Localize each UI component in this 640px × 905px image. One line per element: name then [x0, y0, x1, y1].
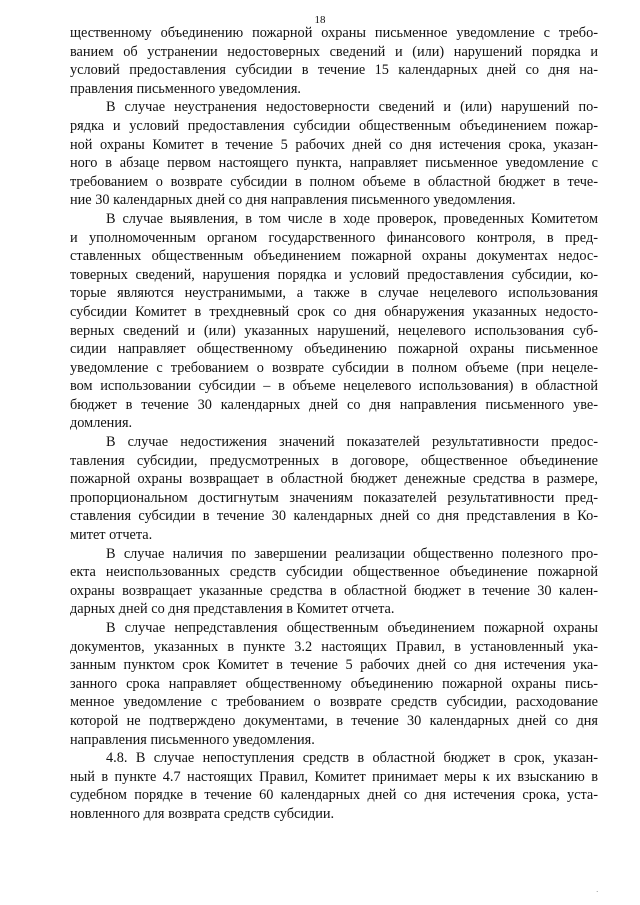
text-line: сидии направляет общественному объединению пожарной охраны письменное: [70, 341, 598, 358]
text-line: субсидии Комитет в трехдневный срок со дня обнаружения указанных недосто-: [70, 303, 598, 320]
text-line: требованием о возврате субсидии в полном объеме в областной бюджет в тече-: [70, 173, 598, 190]
paragraph: [70, 98, 598, 210]
paragraph: [70, 24, 598, 98]
paragraph: [70, 749, 598, 823]
text-line: пропорциональном достигнутым значениям показателей результативности пред-: [70, 489, 598, 506]
text-line: пожарной охраны возвращает в областной бюджет денежные средства в размере,: [70, 471, 598, 488]
text-line: ванием об устранении недостоверных сведений и (или) нарушений порядка и: [70, 43, 598, 60]
text-line: торые являются неустранимыми, а также в случае нецелевого использования: [70, 285, 598, 302]
paragraph: [70, 619, 598, 749]
text-line: рядка и условий предоставления субсидии общественным объединением пожар-: [70, 117, 598, 134]
text-line: тавления субсидии, предусмотренных в договоре, общественное объединение: [70, 452, 598, 469]
text-line: занного срока направляет общественному объединению пожарной охраны пись-: [70, 675, 598, 692]
text-line: менное уведомление с требованием о возврате средств субсидии, расходование: [70, 694, 598, 711]
text-line: охраны возвращает указанные средства в областной бюджет в течение 30 кален-: [70, 582, 598, 599]
text-line: дарных дней со дня представления в Комитет отчета.: [70, 601, 395, 618]
text-line: В случае недостижения значений показателей результативности предос-: [106, 434, 598, 451]
text-line: В случае непредставления общественным объединением пожарной охраны: [106, 620, 598, 636]
text-line: новленного для возврата средств субсидии.: [70, 805, 335, 822]
text-line: В случае наличия по завершении реализации общественно полезного про-: [106, 545, 598, 562]
text-line: судебном порядке в течение 60 календарных дней со дня истечения срока, уста-: [70, 787, 598, 804]
text-line: домления.: [70, 415, 133, 432]
text-line: вом использовании субсидии – в объеме нецелевого использования) в областной: [70, 378, 598, 395]
text-line: которой не подтверждено документами, в течение 30 календарных дней со дня: [70, 712, 598, 729]
text-line: щественному объединению пожарной охраны письменное уведомление с требо-: [70, 25, 598, 41]
text-line: бюджет в течение 30 календарных дней со дня направления письменного уве-: [70, 396, 598, 413]
text-line: правления письменного уведомления.: [70, 80, 301, 97]
text-line: верных сведений и (или) указанных нарушений, нецелевого использования суб-: [70, 322, 598, 339]
text-line: митет отчета.: [70, 527, 153, 544]
text-line: занным пунктом срок Комитет в течение 5 рабочих дней со дня истечения ука-: [70, 657, 598, 674]
text-line: екта неиспользованных средств субсидии общественное объединение пожарной: [70, 564, 598, 581]
text-line: товерных сведений, нарушения порядка и условий предоставления субсидии, ко-: [70, 266, 598, 283]
text-line: ние 30 календарных дней со дня направления письменного уведомления.: [70, 192, 516, 209]
text-line: В случае выявления, в том числе в ходе проверок, проведенных Комитетом: [106, 210, 598, 227]
text-line: В случае неустранения недостоверности сведений и (или) нарушений по-: [106, 99, 598, 116]
page-number: 18: [314, 14, 326, 26]
text-line: условий предоставления субсидии в течение 15 календарных дней со дня на-: [70, 62, 598, 79]
text-line: ный в пункте 4.7 настоящих Правил, Комитет принимает меры к их взысканию в: [70, 768, 598, 785]
text-line: ной охраны Комитет в течение 5 рабочих дней со дня истечения срока, указан-: [70, 136, 598, 153]
paragraph: [70, 210, 598, 433]
text-line: и уполномоченным органом государственного финансового контроля, в пред-: [70, 229, 598, 246]
paragraph: [70, 545, 598, 619]
text-line: ного в абзаце первом настоящего пункта, направляет письменное уведомление с: [70, 155, 598, 172]
text-line: ставления субсидии в течение 30 календарных дней со дня представления в Ко-: [70, 508, 598, 525]
document-body: [70, 24, 598, 824]
text-line: ставленных общественным объединением пожарной охраны документах недос-: [70, 248, 598, 265]
text-line: уведомление с требованием о возврате субсидии в полном объеме (при нецеле-: [70, 359, 598, 376]
text-line: 4.8. В случае непоступления средств в областной бюджет в срок, указан-: [106, 750, 598, 767]
margin-mark: ·: [596, 888, 599, 896]
text-line: направления письменного уведомления.: [70, 731, 315, 748]
paragraph: [70, 433, 598, 545]
text-line: документов, указанных в пункте 3.2 настоящих Правил, в установленный ука-: [70, 638, 598, 655]
